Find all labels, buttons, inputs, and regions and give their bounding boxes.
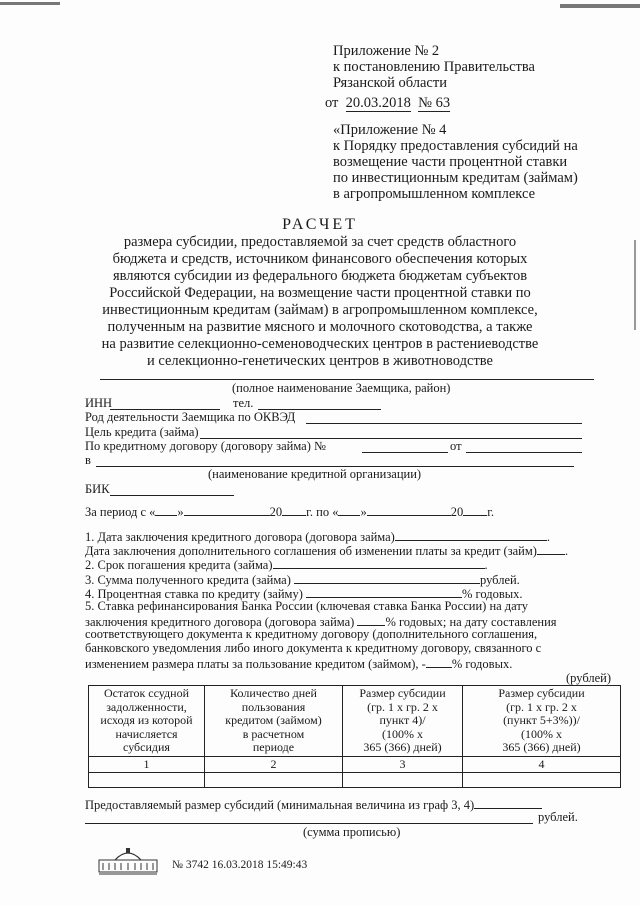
scan-edge-top-left xyxy=(0,2,60,5)
col-number: 4 xyxy=(463,756,621,773)
item-5-rate-field xyxy=(357,613,385,626)
item-4-field xyxy=(306,585,462,598)
borrower-caption: (полное наименование Заемщика, район) xyxy=(232,381,451,395)
inner-appendix-line: в агропромышленном комплексе xyxy=(333,186,536,202)
item-3-field xyxy=(294,571,480,584)
table-cell xyxy=(343,773,463,788)
decree-number: № 63 xyxy=(418,95,451,111)
header-cell: Остаток ссудной задолженности, исходя из которой начисляется субсидия xyxy=(89,686,205,757)
item-4-label: 4. Процентная ставка по кредиту (займу) xyxy=(85,587,303,601)
item-3-label: 3. Сумма полученного кредита (займа) xyxy=(85,573,291,587)
subtitle-line: являются субсидии из федерального бюджета бюджетам субъектов xyxy=(112,268,528,284)
subtitle-line: бюджета и средств, источником финансового обеспечения которых xyxy=(112,251,528,267)
region-name: Рязанской области xyxy=(333,75,447,91)
contract-label: По кредитному договору (договору займа) № xyxy=(85,439,326,453)
unit-label: (рублей) xyxy=(566,671,612,685)
item-5-text: % годовых; на дату составления xyxy=(385,615,557,629)
inner-appendix-line: возмещение части процентной ставки xyxy=(333,154,568,170)
subtitle-line: Российской Федерации, на возмещение части процентной ставки по xyxy=(109,285,531,301)
period-line xyxy=(85,503,494,519)
period-year-from xyxy=(282,503,306,516)
inner-appendix-line: к Порядку предоставления субсидий на xyxy=(333,138,578,154)
item-5-text: заключения кредитного договора (договора займа) xyxy=(85,615,355,629)
item-2-end: . xyxy=(484,558,488,572)
subtitle-line: и селекционно-генетических центров в животноводстве xyxy=(147,353,493,369)
period-day-from xyxy=(155,503,177,516)
registration-stamp: № 3742 16.03.2018 15:49:43 xyxy=(172,859,308,871)
addendum-end: . xyxy=(564,544,569,558)
column-number-row xyxy=(89,756,621,773)
item-3-end: рублей. xyxy=(479,573,520,587)
bik-field xyxy=(110,495,234,496)
year-prefix: 20 xyxy=(269,505,283,519)
table-cell xyxy=(89,773,205,788)
subtitle-line: полученным на развитие мясного и молочного скотоводства, а также xyxy=(107,319,533,335)
provided-field xyxy=(474,796,542,809)
purpose-label: Цель кредита (займа) xyxy=(85,425,199,439)
item-2-field xyxy=(273,556,485,569)
item-5-rate-field-2 xyxy=(426,655,452,668)
table-cell xyxy=(205,773,343,788)
header-cell: Количество дней пользования кредитом (займом) в расчетном периоде xyxy=(205,686,343,757)
contract-date-field xyxy=(466,452,582,453)
scan-edge-top-right xyxy=(560,4,640,8)
document-title: РАСЧЕТ xyxy=(282,216,358,233)
item-2-label: 2. Срок погашения кредита (займа) xyxy=(85,558,273,572)
item-1-end: . xyxy=(546,530,550,544)
provided-label: Предоставляемый размер субсидий (минимальная величина из граф 3, 4) xyxy=(85,798,475,812)
in-words-caption: (сумма прописью) xyxy=(303,825,401,839)
subtitle-line: на развитие селекционно-семеноводческих центров в растениеводстве xyxy=(101,336,539,352)
item-4-end: % годовых. xyxy=(461,587,523,601)
okved-label: Род деятельности Заемщика по ОКВЭД xyxy=(85,410,296,424)
col-number: 3 xyxy=(343,756,463,773)
borrower-name-line xyxy=(100,379,594,380)
addendum-field xyxy=(537,542,565,555)
item-5-line: 5. Ставка рефинансирования Банка России (ключевая ставка Банка России) на дату xyxy=(85,599,528,613)
bank-in-label: в xyxy=(85,453,91,467)
period-start: За период с « xyxy=(85,505,156,519)
col-number: 2 xyxy=(205,756,343,773)
decree-date: 20.03.2018 xyxy=(345,95,411,111)
header-cell: Размер субсидии (гр. 1 х гр. 2 х (пункт 5+3%))/ (100% х 365 (366) дней) xyxy=(463,686,621,757)
inner-appendix-line: по инвестиционным кредитам (займам) xyxy=(333,170,578,186)
item-5-text: % годовых. xyxy=(451,657,513,671)
item-5-line xyxy=(85,655,512,671)
date-prefix: от xyxy=(325,95,339,111)
table-header-row xyxy=(89,686,621,757)
subsidy-table xyxy=(88,685,621,788)
provided-amount-line xyxy=(85,796,542,812)
table-cell xyxy=(463,773,621,788)
item-5-text: изменением размера платы за пользование кредитом (займом), - xyxy=(85,657,426,671)
col-number: 1 xyxy=(89,756,205,773)
addendum-label: Дата заключения дополнительного соглашения об изменении платы за кредит (займ) xyxy=(85,544,537,558)
period-day-to xyxy=(338,503,360,516)
building-stamp-icon xyxy=(97,846,159,876)
header-cell: Размер субсидии (гр. 1 х гр. 2 х пункт 4)/ (100% х 365 (366) дней) xyxy=(343,686,463,757)
period-month-from xyxy=(184,503,270,516)
okved-field xyxy=(306,423,582,424)
bank-caption: (наименование кредитной организации) xyxy=(208,467,422,481)
item-5-line: банковского уведомления либо иного документа к кредитному договору, связанного с xyxy=(85,641,542,655)
bik-label: БИК xyxy=(85,482,110,496)
inner-appendix-label: «Приложение № 4 xyxy=(333,122,447,138)
decree-date-line xyxy=(325,95,450,112)
decree-ref: к постановлению Правительства xyxy=(333,59,535,75)
year-prefix: 20 xyxy=(450,505,464,519)
period-year-to xyxy=(463,503,487,516)
period-end: г. xyxy=(487,505,495,519)
appendix-label: Приложение № 2 xyxy=(333,43,440,59)
amount-in-words-line xyxy=(85,823,533,824)
period-month-to xyxy=(367,503,451,516)
item-2 xyxy=(85,556,488,572)
item-1-label: 1. Дата заключения кредитного договора (договора займа) xyxy=(85,530,395,544)
subtitle-line: инвестиционным кредитам (займам) в агропромышленном комплексе, xyxy=(102,302,538,318)
inn-label: ИНН xyxy=(85,396,113,410)
contract-number-field xyxy=(362,452,448,453)
item-5-line: соответствующего документа к кредитному договору (дополнительного соглашения, xyxy=(85,627,538,641)
table-row xyxy=(89,773,621,788)
quote-close: » xyxy=(177,505,184,519)
quote-close: » xyxy=(360,505,367,519)
contract-from-label: от xyxy=(450,439,462,453)
period-mid: г. по « xyxy=(306,505,339,519)
item-1-field xyxy=(395,528,547,541)
rubles-label: рублей. xyxy=(538,810,578,824)
subtitle-line: размера субсидии, предоставляемой за счет средств областного xyxy=(123,234,517,250)
tel-label: тел. xyxy=(233,396,254,410)
